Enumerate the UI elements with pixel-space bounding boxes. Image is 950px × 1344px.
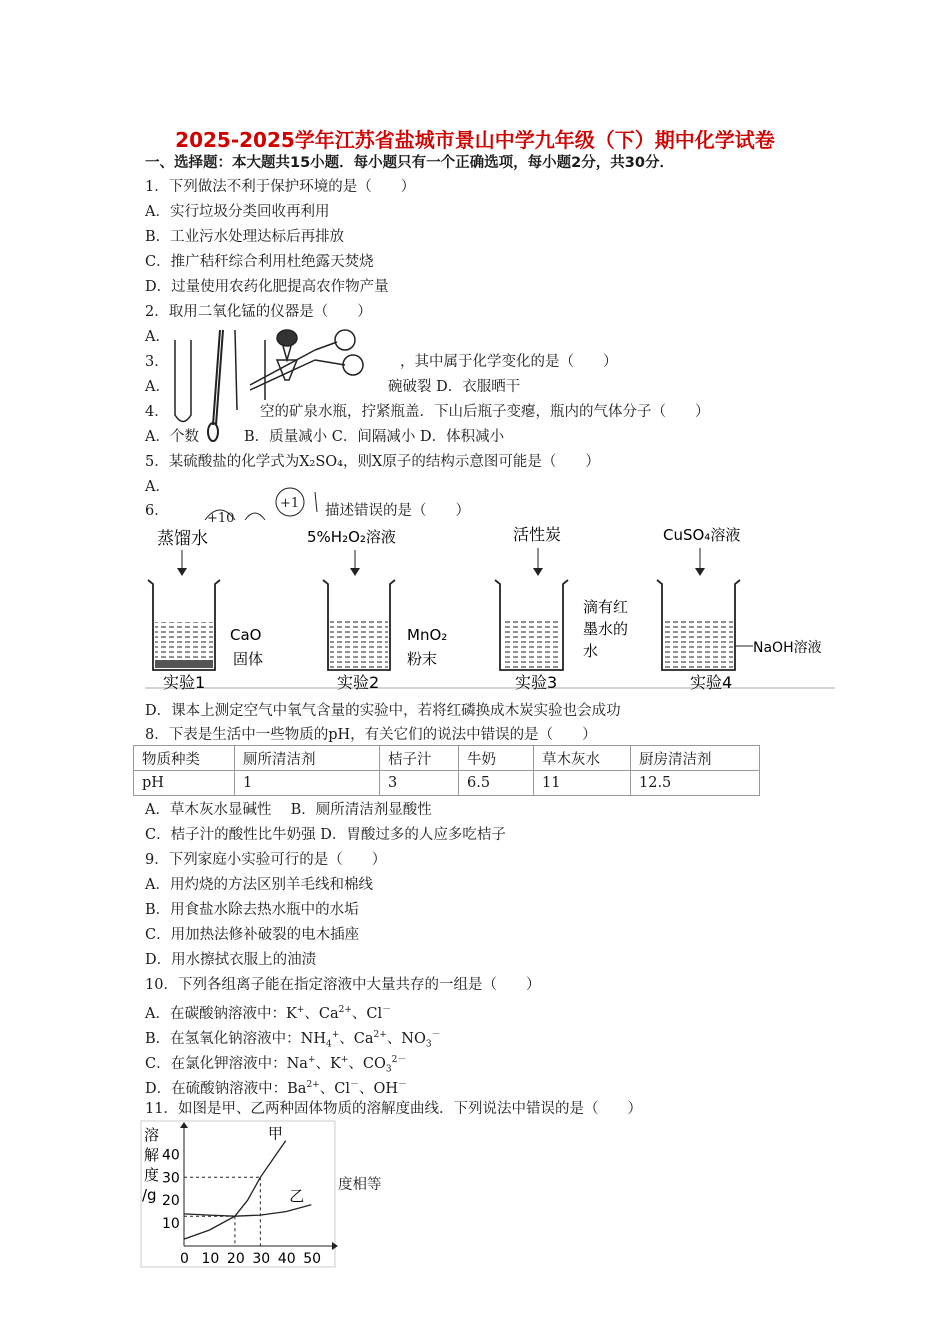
series-label-1: 甲	[267, 1124, 283, 1143]
table-cell: 草木灰水	[534, 746, 631, 771]
q3-stem-right: ，其中属于化学变化的是（ ）	[400, 354, 618, 370]
exam-title: 2025-2025学年江苏省盐城市景山中学九年级（下）期中化学试卷	[175, 128, 775, 152]
experiment-diagrams	[145, 520, 835, 692]
q2-stem: 2．取用二氧化锰的仪器是（ ）	[145, 304, 372, 320]
q1-option-a: A．实行垃圾分类回收再利用	[145, 204, 330, 220]
table-cell: 6.5	[459, 771, 534, 796]
q4-option-a: A．个数	[145, 429, 199, 445]
table-cell: 牛奶	[459, 746, 534, 771]
q4-stem-right: 空的矿泉水瓶，拧紧瓶盖．下山后瓶子变瘪，瓶内的气体分子（ ）	[260, 404, 710, 420]
section-heading: 一、选择题：本大题共15小题．每小题只有一个正确选项，每小题2分，共30分．	[145, 155, 674, 171]
chart-ylabel-2: 解	[144, 1146, 160, 1164]
spoon-icon	[208, 330, 223, 441]
solubility-chart	[140, 1120, 340, 1270]
table-cell: 厕所清洁剂	[235, 746, 380, 771]
q10-option-b: B．在氢氧化钠溶液中：$NH_4^+$、$Ca^{2+}$、$NO_3^-$	[145, 1030, 441, 1050]
y-tick-label: 10	[162, 1216, 180, 1233]
table-cell: 12.5	[631, 771, 760, 796]
exp3-caption: 实验3	[515, 673, 558, 692]
q8-stem: 8．下表是生活中一些物质的pH，有关它们的说法中错误的是（ ）	[145, 727, 597, 743]
q9-option-b: B．用食盐水除去热水瓶中的水垢	[145, 902, 359, 918]
q1-option-b: B．工业污水处理达标后再排放	[145, 229, 345, 245]
table-cell: 桔子汁	[380, 746, 459, 771]
q9-option-c: C．用加热法修补破裂的电木插座	[145, 927, 360, 943]
exp2-reagent: 5%H₂O₂溶液	[307, 528, 396, 546]
series-line-2	[184, 1205, 311, 1216]
table-cell: 3	[380, 771, 459, 796]
x-tick-label: 20	[226, 1251, 245, 1267]
q7-option-d: D．课本上测定空气中氧气含量的实验中，若将红磷换成木炭实验也会成功	[145, 703, 621, 719]
x-tick-label: 50	[303, 1251, 322, 1267]
table-cell: 1	[235, 771, 380, 796]
chart-ylabel-3: 度	[144, 1166, 160, 1184]
q10-stem: 10．下列各组离子能在指定溶液中大量共存的一组是（ ）	[145, 977, 541, 993]
exp3-label-2: 墨水的	[583, 620, 629, 638]
y-tick-label: 30	[162, 1170, 180, 1187]
exp2-solid-1: MnO₂	[407, 626, 448, 644]
q5-stem: 5．某硫酸盐的化学式为X₂SO₄，则X原子的结构示意图可能是（ ）	[145, 454, 600, 470]
table-cell: 厨房清洁剂	[631, 746, 760, 771]
q2-option-a: A．	[145, 329, 170, 345]
exp3-label-1: 滴有红	[583, 598, 629, 616]
x-tick-label: 40	[277, 1251, 296, 1267]
tongs-icon	[250, 330, 363, 390]
q11-stem: 11．如图是甲、乙两种固体物质的溶解度曲线．下列说法中错误的是（ ）	[145, 1101, 642, 1117]
q3-options: 碗破裂 D．衣服晒干	[388, 379, 521, 395]
ph-table-header	[134, 746, 760, 771]
atom-label-10: +10	[207, 511, 235, 526]
q10-option-c: C．在氯化钾溶液中：Na+、K+、$CO_3^{2-}$	[145, 1055, 407, 1075]
funnel-icon	[235, 330, 265, 410]
exp4-solution: NaOH溶液	[753, 640, 822, 656]
exp1-reagent: 蒸馏水	[157, 529, 208, 549]
q4-stem-left: 4．	[145, 404, 169, 420]
exp4-caption: 实验4	[690, 673, 733, 692]
exp1-solid-2: 固体	[233, 650, 264, 668]
exp2-caption: 实验2	[337, 673, 380, 692]
q1-option-c: C．推广秸秆综合利用杜绝露天焚烧	[145, 254, 374, 270]
exp1-solid-1: CaO	[230, 626, 262, 644]
atom-diagram-hydrogen	[276, 488, 317, 516]
q10-option-d: D．在硫酸钠溶液中：$Ba^{2+}$、Cl－、OH－	[145, 1080, 408, 1097]
series-label-2: 乙	[289, 1186, 305, 1205]
x-tick-label: 0	[180, 1251, 189, 1267]
test-tube-icon	[175, 340, 191, 422]
ph-table-row	[134, 771, 760, 796]
y-axis-arrow	[180, 1122, 188, 1128]
chart-ylabel-4: /g	[142, 1186, 157, 1204]
q8-options-cd: C．桔子汁的酸性比牛奶强 D．胃酸过多的人应多吃桔子	[145, 827, 506, 843]
experiment-2	[307, 528, 447, 692]
q9-option-a: A．用灼烧的方法区别羊毛线和棉线	[145, 877, 373, 893]
table-cell: 物质种类	[134, 746, 235, 771]
exp3-label-3: 水	[583, 642, 599, 660]
q3-option-a: A．	[145, 379, 170, 395]
table-cell: pH	[134, 771, 235, 796]
q5-option-a: A．	[145, 479, 170, 495]
q8-options-ab: A．草木灰水显碱性 B．厕所清洁剂显酸性	[145, 802, 432, 818]
experiment-4	[657, 526, 822, 692]
experiment-1	[148, 529, 263, 692]
q9-stem: 9．下列家庭小实验可行的是（ ）	[145, 852, 387, 868]
instrument-illustrations	[165, 320, 390, 450]
q1-option-d: D．过量使用农药化肥提高农作物产量	[145, 279, 389, 295]
q3-stem-left: 3．	[145, 354, 169, 370]
q1-stem: 1．下列做法不利于保护环境的是（ ）	[145, 179, 416, 195]
table-cell: 11	[534, 771, 631, 796]
q11-text-fragment: 度相等	[338, 1177, 382, 1193]
q10-option-a: A．在碳酸钠溶液中：K+、$Ca^{2+}$、Cl－	[145, 1005, 392, 1022]
x-tick-label: 30	[252, 1251, 271, 1267]
q9-option-d: D．用水擦拭衣服上的油渍	[145, 952, 317, 968]
q6-stem-left: 6．	[145, 503, 169, 519]
exp2-solid-2: 粉末	[407, 650, 438, 668]
q4-options: B．质量减小 C．间隔减小 D．体积减小	[244, 429, 505, 445]
ph-table	[133, 745, 760, 796]
chart-ylabel-1: 溶	[144, 1126, 160, 1144]
q6-stem-right: 描述错误的是（ ）	[325, 503, 470, 519]
exp4-reagent: CuSO₄溶液	[663, 526, 741, 544]
y-tick-label: 40	[162, 1147, 180, 1164]
x-tick-label: 10	[201, 1251, 220, 1267]
atom-label-1: +1	[280, 496, 300, 511]
exp3-reagent: 活性炭	[513, 525, 562, 544]
y-tick-label: 20	[162, 1193, 180, 1210]
experiment-3	[495, 525, 628, 692]
exp1-caption: 实验1	[163, 673, 206, 692]
